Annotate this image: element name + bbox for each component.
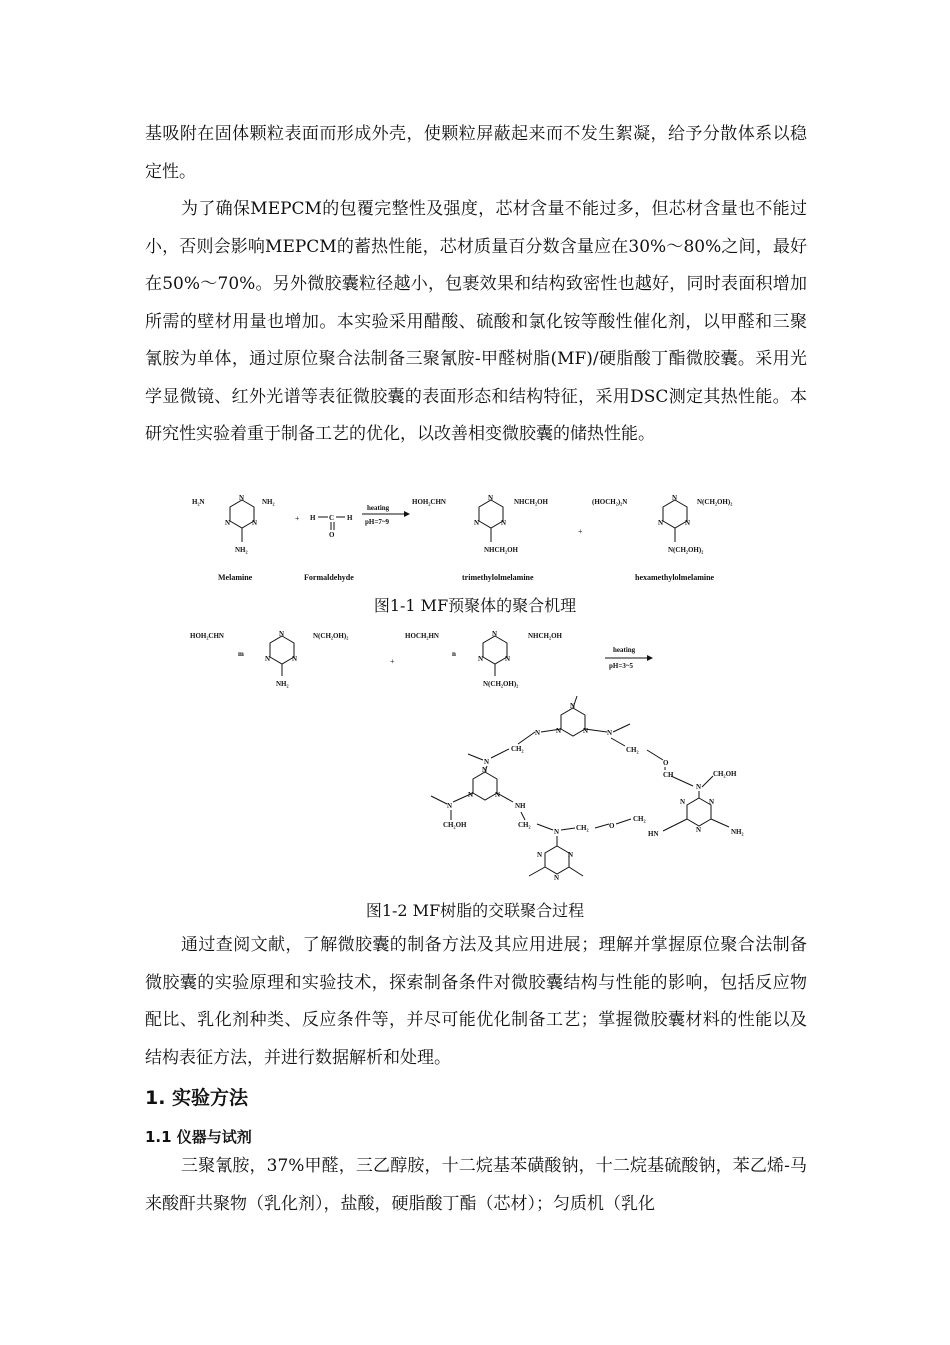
svg-text:N: N xyxy=(696,826,702,834)
svg-text:pH=7~9: pH=7~9 xyxy=(365,518,389,526)
paragraph-continued: 基吸附在固体颗粒表面而形成外壳，使颗粒屏蔽起来而不发生絮凝，给予分散体系以稳定性。 xyxy=(145,124,807,182)
svg-text:CH₂OH: CH₂OH xyxy=(713,770,737,778)
svg-text:N: N xyxy=(537,851,543,859)
svg-text:CH₂OH: CH₂OH xyxy=(443,821,467,829)
figure-1-1-caption: 图1-1 MF预聚体的聚合机理 xyxy=(373,596,577,615)
svg-text:O: O xyxy=(329,531,335,539)
svg-text:N: N xyxy=(680,798,686,806)
svg-text:N: N xyxy=(468,791,474,799)
svg-text:+: + xyxy=(578,527,583,536)
label-trimethylolmelamine: trimethylolmelamine xyxy=(462,573,534,582)
svg-text:NHCH₂OH: NHCH₂OH xyxy=(484,546,518,554)
svg-text:CH₂: CH₂ xyxy=(576,824,589,832)
svg-text:N: N xyxy=(474,519,480,527)
label-melamine: Melamine xyxy=(218,573,253,582)
svg-text:CH₂: CH₂ xyxy=(626,746,639,754)
svg-text:O: O xyxy=(609,822,615,830)
svg-text:N: N xyxy=(535,729,541,737)
svg-text:H₂N: H₂N xyxy=(192,498,205,506)
figure-mf-prepolymer-mechanism xyxy=(190,486,770,588)
svg-text:NH₂: NH₂ xyxy=(276,680,289,688)
svg-text:N: N xyxy=(658,519,664,527)
svg-text:NH₂: NH₂ xyxy=(235,546,248,554)
svg-text:+: + xyxy=(390,657,395,666)
figure-mf-crosslinking-process xyxy=(185,624,775,889)
svg-text:(HOCH₂)₂N: (HOCH₂)₂N xyxy=(592,498,628,506)
svg-text:+: + xyxy=(295,514,300,523)
svg-text:C: C xyxy=(329,514,335,522)
svg-text:N: N xyxy=(570,702,576,710)
svg-text:heating: heating xyxy=(613,646,636,654)
svg-text:NH: NH xyxy=(515,802,526,810)
label-formaldehyde: Formaldehyde xyxy=(304,573,354,582)
svg-text:HOH₂CHN: HOH₂CHN xyxy=(412,498,446,506)
svg-text:NH₂: NH₂ xyxy=(262,498,275,506)
svg-text:O: O xyxy=(663,759,669,767)
svg-text:N: N xyxy=(583,727,589,735)
svg-text:N: N xyxy=(265,655,271,663)
subsection-heading: 1.1 仪器与试剂 xyxy=(145,1128,252,1146)
svg-text:NH₂: NH₂ xyxy=(731,828,744,836)
section-heading: 1. 实验方法 xyxy=(145,1087,249,1109)
svg-text:NHCH₂OH: NHCH₂OH xyxy=(514,498,548,506)
svg-text:m: m xyxy=(238,650,244,658)
svg-text:CH₂: CH₂ xyxy=(511,745,524,753)
svg-text:N: N xyxy=(568,851,574,859)
svg-text:N: N xyxy=(556,727,562,735)
svg-text:N(CH₂OH)₂: N(CH₂OH)₂ xyxy=(668,546,704,554)
svg-text:N: N xyxy=(554,874,560,882)
svg-text:CH₂: CH₂ xyxy=(633,815,646,823)
paragraph-objectives: 通过查阅文献，了解微胶囊的制备方法及其应用进展；理解并掌握原位聚合法制备微胶囊的实验原理和实验技术，探索制备条件对微胶囊结构与性能的影响，包括反应物配比、乳化剂种类、反应条件等，并尽可能优化制备工艺；掌握微胶囊材料的性能以及结构表征方法，并进行数据解析和处理。 xyxy=(145,935,807,1068)
svg-text:HN: HN xyxy=(648,830,659,838)
svg-text:N: N xyxy=(709,798,715,806)
svg-text:N: N xyxy=(239,494,245,502)
figure-1-2-caption: 图1-2 MF树脂的交联聚合过程 xyxy=(365,901,585,920)
svg-text:N: N xyxy=(279,630,285,638)
svg-text:N: N xyxy=(482,766,488,774)
svg-text:N(CH₂OH)₂: N(CH₂OH)₂ xyxy=(483,680,519,688)
svg-text:heating: heating xyxy=(367,504,390,512)
svg-text:N: N xyxy=(495,791,501,799)
svg-text:N: N xyxy=(505,655,511,663)
svg-text:N: N xyxy=(685,519,691,527)
svg-text:N: N xyxy=(501,519,507,527)
svg-text:n: n xyxy=(452,650,456,658)
svg-text:N: N xyxy=(672,494,678,502)
paragraph-reagents: 三聚氰胺，37%甲醛，三乙醇胺，十二烷基苯磺酸钠，十二烷基硫酸钠，苯乙烯-马来酸酐共聚物（乳化剂），盐酸，硬脂酸丁酯（芯材）；匀质机（乳化 xyxy=(145,1156,807,1214)
paragraph-mepcm: 为了确保MEPCM的包覆完整性及强度，芯材含量不能过多，但芯材含量也不能过小，否则会影响MEPCM的蓄热性能，芯材质量百分数含量应在30%～80%之间，最好在50%～70%。另外微胶囊粒径越小，包裹效果和结构致密性也越好，同时表面积增加所需的壁材用量也增加。本实验采用醋酸、硫酸和氯化铵等酸性催化剂，以甲醛和三聚氰胺为单体，通过原位聚合法制备三聚氰胺-甲醛树脂(MF)/硬脂酸丁酯微胶囊。采用光学显微镜、红外光谱等表征微胶囊的表面形态和结构特征，采用DSC测定其热性能。本研究性实验着重于制备工艺的优化，以改善相变微胶囊的储热性能。 xyxy=(145,199,807,444)
svg-text:N: N xyxy=(554,828,560,836)
svg-text:N(CH₂OH)₂: N(CH₂OH)₂ xyxy=(313,632,349,640)
svg-text:N: N xyxy=(252,519,258,527)
svg-text:CH: CH xyxy=(663,771,674,779)
svg-text:N: N xyxy=(478,655,484,663)
svg-text:HOH₂CHN: HOH₂CHN xyxy=(190,632,224,640)
svg-text:NHCH₂OH: NHCH₂OH xyxy=(528,632,562,640)
svg-text:N: N xyxy=(492,630,498,638)
svg-text:N: N xyxy=(488,494,494,502)
svg-text:N: N xyxy=(225,519,231,527)
svg-text:N: N xyxy=(292,655,298,663)
svg-text:N: N xyxy=(447,802,453,810)
svg-text:H: H xyxy=(347,514,353,522)
svg-text:pH=3~5: pH=3~5 xyxy=(609,662,633,670)
svg-text:CH₂: CH₂ xyxy=(518,821,531,829)
svg-text:N(CH₂OH)₂: N(CH₂OH)₂ xyxy=(697,498,733,506)
svg-text:H: H xyxy=(310,514,316,522)
label-hexamethylolmelamine: hexamethylolmelamine xyxy=(635,573,715,582)
svg-text:N: N xyxy=(696,783,702,791)
svg-text:N: N xyxy=(484,758,490,766)
svg-text:HOCH₂HN: HOCH₂HN xyxy=(405,632,439,640)
svg-text:N: N xyxy=(607,729,613,737)
